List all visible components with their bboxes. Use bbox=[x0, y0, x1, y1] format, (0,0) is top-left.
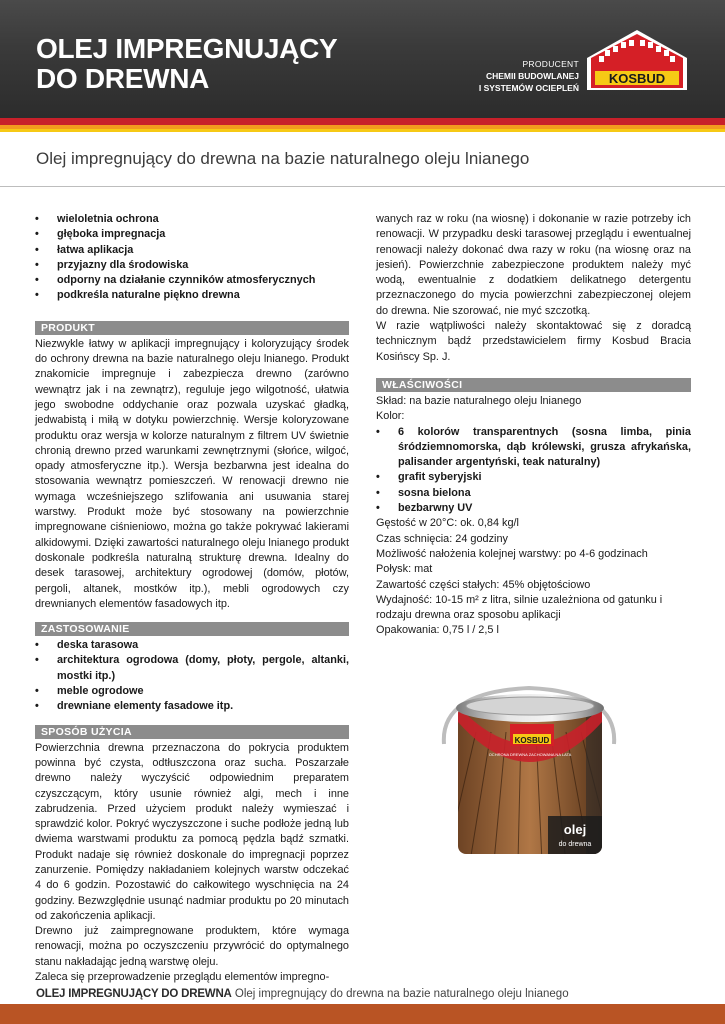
feature-item: • łatwa aplikacja bbox=[35, 243, 349, 258]
color-item: • sosna bielona bbox=[376, 486, 691, 501]
mozliwosc-text: Możliwość nałożenia kolejnej warstwy: po 4-6 godzinach bbox=[376, 547, 648, 560]
footer-bold: OLEJ IMPREGNUJĄCY DO DREWNA bbox=[36, 988, 232, 1000]
sposob-text-3-lead: Zaleca się przeprowadzenie przeglądu elementów impregno- bbox=[35, 971, 330, 984]
feature-item: • podkreśla naturalne piękno drewna bbox=[35, 288, 349, 303]
czas-text: Czas schnięcia: 24 godziny bbox=[376, 532, 508, 545]
color-list bbox=[376, 425, 691, 517]
polysk-text: Połysk: mat bbox=[376, 563, 433, 576]
section-heading-sposob: SPOSÓB UŻYCIA bbox=[35, 725, 349, 739]
section-heading-produkt: PRODUKT bbox=[35, 321, 349, 335]
feature-item: • głęboka impregnacja bbox=[35, 227, 349, 242]
gestosc-text: Gęstość w 20°C: ok. 0,84 kg/l bbox=[376, 517, 519, 530]
page-subtitle: Olej impregnujący do drewna na bazie naturalnego oleju lnianego bbox=[36, 149, 530, 168]
logo-text: KOSBUD bbox=[608, 71, 666, 86]
can-label-main: olej bbox=[563, 822, 587, 837]
produkt-text: Niezwykle łatwy w aplikacji impregnujący i koloryzujący środek do ochrony drewna na bazie naturalnego oleju lnianego. Produkt znakomicie impregnuje i zabezpiecza drewno (zarówno wewnątrz jak i na zewnątrz), reguluje jego wilgotność, ułatwia jego swobodne oddychanie oraz pozwala uzyskać gładką, jedwabistą i miłą w dotyku powierzchnię. Wersje koloryzowane produktu oraz wersja w kolorze naturalnym z filtrem UV świetnie chronią drewno przed warunkami zewnętrznymi (słońce, wilgoć, opady atmosferyczne itp.). Wersja bezbarwna jest idealna do stosowania wewnątrz pomieszczeń. W renowacji drewno nie wymaga wcześniejszego szlifowania ani usuwania starej warstwy. Produkt może być stosowany na powierzchnie impregnowane ciśnieniowo, można go także pokrywać lakierami alkidowymi. Dzięki zawartości naturalnego oleju lnianego produkt doskonale podkreśla naturalną strukturę drewna. Idealny do desek tarasowej, architektury ogrodowej (domów, płotów, pergoli, altanek, mostków itp.), mebli ogrodowych czy drewnianych elementów fasadowych itp. bbox=[35, 337, 349, 610]
feature-item: • odporny na działanie czynników atmosferycznych bbox=[35, 273, 349, 288]
zastosowanie-item: • meble ogrodowe bbox=[35, 684, 349, 699]
sposob-text-3-cont: wanych raz w roku (na wiosnę) i dokonanie w razie potrzeby ich renowacji. W przypadku deski tarasowej przeglądu i ewentualnej renowacji należy dokonać dwa razy w roku (na wiosnę oraz na jesień). Powierzchnie zabezpieczone produktem należy myć wodą, ewentualnie z dodatkiem delikatnego detergentu przeznaczonego do mycia powierzchni zabezpieczonej olejem do drewna. Nie szorować, nie myć szczotką. bbox=[376, 213, 691, 317]
feature-item: • wieloletnia ochrona bbox=[35, 212, 349, 227]
section-heading-wlasciwosci: WŁAŚCIWOŚCI bbox=[376, 378, 691, 392]
left-column bbox=[35, 212, 349, 985]
kolor-label: Kolor: bbox=[376, 410, 405, 423]
stripe-red bbox=[0, 118, 725, 125]
sposob-text-1: Powierzchnia drewna przeznaczona do pokrycia produktem powinna być czysta, odtłuszczona oraz sucha. Poszarzałe drewno należy wyczyścić odpowiednim preparatem czyszczącym, który usunie również algi, mech i inne zabrudzenia. Przed użyciem produkt należy wymieszać i sprawdzić kolor. Pokryć wyczyszczone i suche podłoże jedną lub dwiema warstwami produktu za pomocą pędzla bądź szmatki. Produkt nadaje się również doskonale do impregnacji poprzez zanurzenie. Pomiędzy nakładaniem kolejnych warstw odczekać 4 do 6 godzin. Pozostawić do całkowitego wyschnięcia na 24 godziny. Bezwzględnie usunąć nadmiar produktu po 20 minutach od zakończenia aplikacji. bbox=[35, 741, 349, 922]
zastosowanie-item: • architektura ogrodowa (domy, płoty, pergole, altanki, mostki itp.) bbox=[35, 653, 349, 684]
logo-roof bbox=[591, 34, 683, 68]
feature-list bbox=[35, 212, 349, 304]
producer-line2: CHEMII BUDOWLANEJ bbox=[485, 71, 579, 81]
zastosowanie-item: • drewniane elementy fasadowe itp. bbox=[35, 699, 349, 714]
product-can-image bbox=[436, 672, 622, 862]
can-label-sub: do drewna bbox=[558, 841, 592, 848]
kosbud-logo bbox=[583, 28, 691, 90]
opakowania-text: Opakowania: 0,75 l / 2,5 l bbox=[376, 624, 499, 637]
can-logo-text: KOSBUD bbox=[514, 736, 550, 745]
header-title-line2: DO DREWNA bbox=[36, 63, 210, 94]
header-title bbox=[36, 34, 337, 94]
wydajnosc-text: Wydajność: 10-15 m² z litra, silnie uzależniona od gatunku i rodzaju drewna oraz sposobu aplikacji bbox=[376, 593, 663, 622]
zastosowanie-list bbox=[35, 638, 349, 714]
zastosowanie-item: • deska tarasowa bbox=[35, 638, 349, 653]
footer-bar bbox=[0, 1004, 725, 1024]
stripe-yellow bbox=[0, 129, 725, 132]
sposob-text-2: Drewno już zaimpregnowane produktem, które wymaga renowacji, można po oczyszczeniu przywrócić do optymalnego stanu nakładając jedną warstwę oleju. bbox=[35, 925, 349, 968]
color-item: • bezbarwny UV bbox=[376, 501, 691, 516]
section-heading-zastosowanie: ZASTOSOWANIE bbox=[35, 622, 349, 636]
sposob-text-4: W razie wątpliwości należy skontaktować się z doradcą technicznym bądź przedstawicielem firmy Kosbud Bracia Kosińscy Sp. J. bbox=[376, 320, 691, 363]
feature-item: • przyjazny dla środowiska bbox=[35, 258, 349, 273]
color-item: • grafit syberyjski bbox=[376, 470, 691, 485]
header-title-line1: OLEJ IMPREGNUJĄCY bbox=[36, 33, 338, 64]
footer-text bbox=[36, 988, 569, 1000]
zawartosc-text: Zawartość części stałych: 45% objętościowo bbox=[376, 578, 591, 591]
producer-text bbox=[479, 58, 579, 94]
producer-line1: PRODUCENT bbox=[522, 59, 579, 69]
right-column bbox=[376, 212, 691, 639]
footer-light: Olej impregnujący do drewna na bazie naturalnego oleju lnianego bbox=[234, 988, 569, 1000]
color-item: • 6 kolorów transparentnych (sosna limba, pinia śródziemnomorska, dąb królewski, grusza afrykańska, palisander argentyński, teak naturalny) bbox=[376, 425, 691, 471]
producer-line3: I SYSTEMÓW OCIEPLEŃ bbox=[478, 83, 579, 93]
header-band bbox=[0, 0, 725, 118]
divider-line bbox=[0, 186, 725, 187]
sklad-text: Skład: na bazie naturalnego oleju lnianego bbox=[376, 394, 582, 407]
can-ring-text: OCHRONA DREWNA ZACHOWANA NA LATA bbox=[488, 752, 572, 757]
